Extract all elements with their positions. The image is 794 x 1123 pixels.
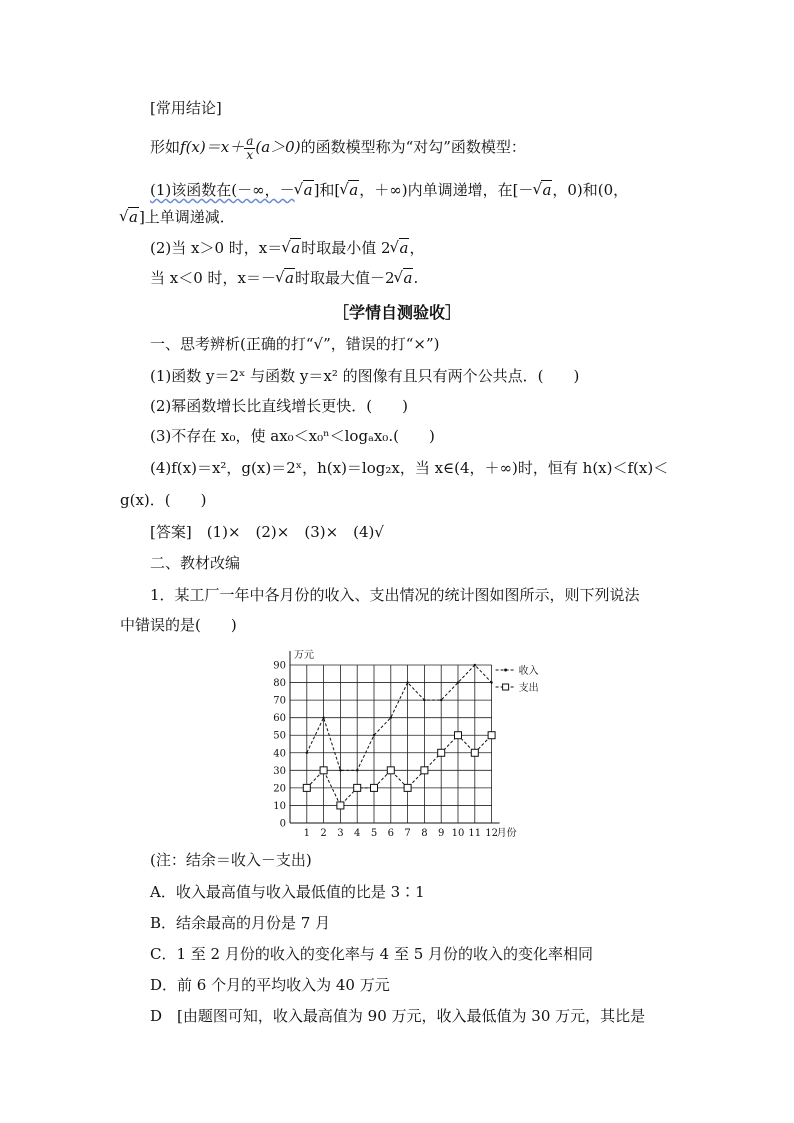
expense-point — [337, 802, 344, 809]
model-suffix: 的函数模型称为“对勾”函数模型： — [300, 138, 526, 156]
expense-point — [455, 732, 462, 739]
item1-line2: √ a]上单调递减． — [120, 207, 235, 227]
note-line: (注：结余＝收入－支出) — [150, 851, 312, 869]
y-tick-label: 10 — [273, 800, 286, 812]
y-tick-label: 0 — [279, 818, 286, 830]
y-tick-label: 40 — [273, 748, 286, 760]
sqrt-a: √ a — [533, 180, 552, 200]
sqrt-a: √ a — [120, 207, 139, 227]
x-tick-label: 1 — [303, 828, 310, 839]
y-axis-label: 万元 — [294, 650, 314, 661]
x-tick-label: 2 — [320, 828, 327, 839]
y-tick-label: 80 — [273, 678, 286, 690]
income-point — [306, 752, 308, 754]
y-tick-label: 20 — [273, 783, 286, 795]
expense-point — [320, 767, 327, 774]
income-point — [390, 716, 392, 718]
income-point — [423, 699, 425, 701]
x-tick-label: 7 — [404, 828, 411, 839]
expense-point — [303, 784, 310, 791]
sqrt-a: √ a — [340, 180, 359, 200]
option-c: C．1 至 2 月份的收入的变化率与 4 至 5 月份的收入的变化率相同 — [150, 945, 594, 963]
option-b: B．结余最高的月份是 7 月 — [150, 914, 331, 932]
x-tick-label: 4 — [354, 828, 361, 839]
item2-line2: 当 x＜0 时，x＝－√ a时取最大值－2√ a. — [150, 268, 418, 288]
model-intro — [150, 134, 526, 162]
part2-title: 二、教材改编 — [150, 554, 241, 572]
y-tick-label: 90 — [273, 660, 286, 672]
income-point — [457, 681, 459, 683]
legend-label: 支出 — [518, 683, 539, 694]
x-tick-label: 3 — [337, 828, 344, 839]
model-fraction: $\frac{a}{x}$ — [246, 133, 254, 162]
option-a: A．收入最高值与收入最低值的比是 3∶1 — [150, 883, 425, 901]
y-tick-label: 60 — [273, 713, 286, 725]
y-tick-label: 50 — [273, 730, 286, 742]
sqrt-a: √ a — [282, 238, 301, 258]
problem-1-line1: 1．某工厂一年中各月份的收入、支出情况的统计图如图所示，则下列说法 — [150, 586, 640, 604]
expense-point — [471, 749, 478, 756]
question-4-line1: (4)f(x)＝x²，g(x)＝2ˣ，h(x)＝log₂x，当 x∈(4，＋∞)时，恒有 h(x)＜f(x)＜ — [150, 459, 669, 477]
income-point — [440, 699, 442, 701]
section-heading: ［学情自测验收］ — [332, 303, 461, 322]
income-point — [356, 769, 358, 771]
expense-point — [371, 784, 378, 791]
income-point — [322, 716, 324, 718]
income-point — [406, 681, 408, 683]
part1-title: 一、思考辨析(正确的打“√”，错误的打“×”) — [150, 335, 440, 353]
legend-marker-dot — [504, 669, 507, 672]
sqrt-a: √ a — [276, 268, 295, 288]
model-condition: (a＞0) — [255, 138, 301, 156]
legend-label: 收入 — [518, 666, 539, 677]
income-point — [339, 769, 341, 771]
expense-point — [421, 767, 428, 774]
answer-line: [答案] (1)× (2)× (3)× (4)√ — [150, 523, 384, 541]
sqrt-a: √ a — [295, 180, 314, 200]
x-tick-label: 10 — [451, 828, 465, 839]
expense-point — [438, 749, 445, 756]
expense-point — [488, 732, 495, 739]
x-tick-label: 8 — [421, 828, 428, 839]
x-tick-label: 9 — [438, 828, 445, 839]
question-2: (2)幂函数增长比直线增长更快．( ) — [150, 397, 408, 415]
income-point — [490, 681, 492, 683]
item1-line1: (1)该函数在(－∞，－√ a]和[√ a，＋∞)内单调递增，在[－√ a，0)和(0， — [150, 180, 628, 200]
problem-1-line2: 中错误的是( ) — [120, 616, 237, 634]
y-tick-label: 30 — [273, 765, 286, 777]
question-1: (1)函数 y＝2ˣ 与函数 y＝x² 的图像有且只有两个公共点．( ) — [150, 367, 580, 385]
model-function: f(x)＝x＋ — [180, 138, 245, 156]
legend-marker-square — [503, 684, 509, 690]
option-d: D．前 6 个月的平均收入为 40 万元 — [150, 976, 390, 994]
income-point — [474, 664, 476, 666]
x-tick-label: 12 — [485, 828, 498, 839]
question-4-line2: g(x)．( ) — [120, 491, 207, 509]
question-3: (3)不存在 x₀，使 ax₀＜x₀ⁿ＜logₐx₀.( ) — [150, 427, 435, 445]
sqrt-a: √ a — [391, 238, 410, 258]
expense-point — [404, 784, 411, 791]
y-tick-label: 70 — [273, 695, 286, 707]
income-point — [373, 734, 375, 736]
section-label: [常用结论] — [150, 99, 222, 117]
solution-line: D [由题图可知，收入最高值为 90 万元，收入最低值为 30 万元，其比是 — [150, 1007, 646, 1025]
income-expense-chart — [265, 645, 545, 840]
expense-point — [387, 767, 394, 774]
model-prefix: 形如 — [150, 138, 181, 156]
expense-point — [354, 784, 361, 791]
x-axis-label: 月份 — [496, 828, 517, 839]
x-tick-label: 5 — [370, 828, 378, 839]
item2-line1: (2)当 x＞0 时，x＝√ a时取最小值 2√ a， — [150, 238, 424, 258]
x-tick-label: 11 — [468, 828, 482, 839]
sqrt-a: √ a — [395, 268, 414, 288]
x-tick-label: 6 — [387, 828, 394, 839]
